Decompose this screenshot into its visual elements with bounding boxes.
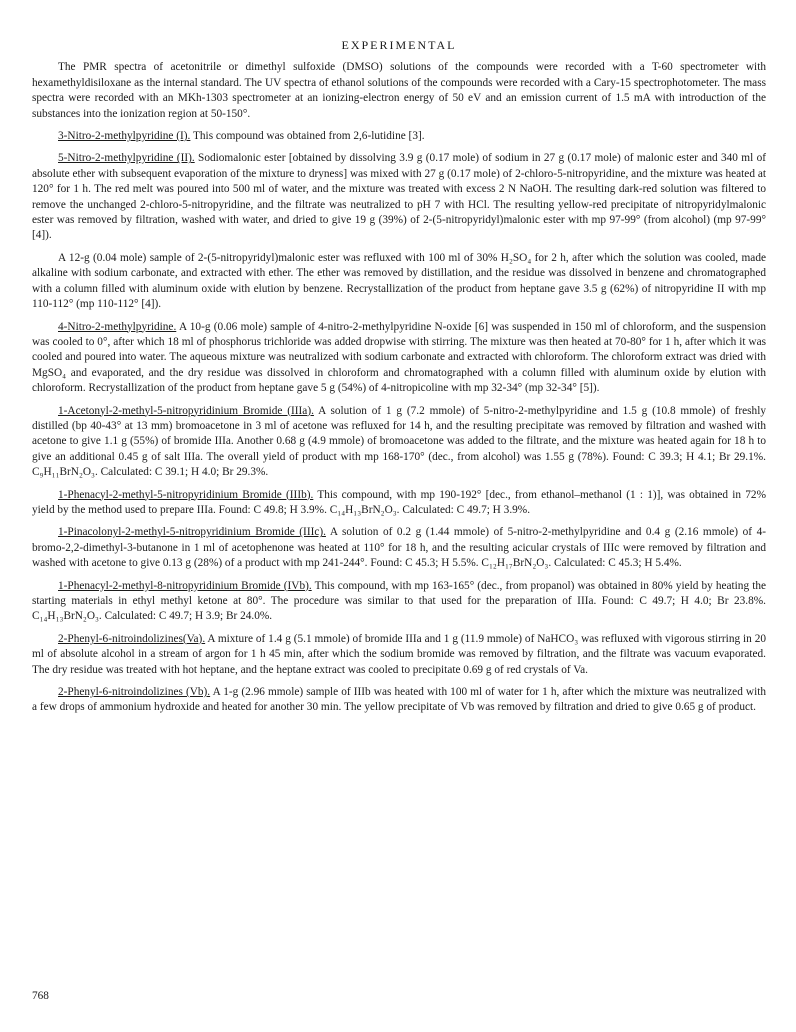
- paragraph-body: Sodiomalonic ester [obtained by dissolving 3.9 g (0.17 mole) of sodium in 27 g (0.17 mole) of malonic ester and 340 ml of absolute ether with subsequent evaporation of the mixture to dryness] was mixed with 27 g (0.17 mole) of 2-chloro-5-nitropyridine, and the mixture was heated at 120° for 1 h. The red melt was poured into 500 ml of water, and the mixture was treated with excess 2 N NaOH. The resulting dark-red solution was filtered to remove the unchanged 2-chloro-5-nitropyridine, and the filtrate was neutralized to pH 7 with HCl. The resulting yellow-red precipitate of nitropyridylmalonic ester was removed by filtration, washed with water, and dried to give 19 g (39%) of 2-(5-nitropyridyl)malonic ester with mp 97-99° (from alcohol) (mp 97-99° [4]).: [32, 152, 766, 242]
- paragraph-compound-i: [32, 129, 766, 144]
- paragraph-compound-ii: [32, 151, 766, 243]
- paragraph-body: The PMR spectra of acetonitrile or dimethyl sulfoxide (DMSO) solutions of the compounds were recorded with a T-60 spectrometer with hexamethyldisiloxane as the internal standard. The UV spectra of ethanol solutions of the compounds were recorded with a Cary-15 spectrophotometer. The mass spectra were recorded with an MKh-1303 spectrometer at an ionizing-electron energy of 50 eV and an emission current of 1.5 mA with introduction of the substances into the ionization region at 50-150°.: [32, 61, 766, 120]
- paragraph-compound-vb: [32, 685, 766, 716]
- paragraph-body: A solution of 0.2 g (1.44 mmole) of 5-nitro-2-methylpyridine and 0.4 g (2.16 mmole) of 4-bromo-2,2-dimethyl-3-butanone in 1 ml of acetophenone was heated at 110° for 18 h, and the resulting acicular crystals of IIIc were removed by filtration and washed with acetone to give 0.13 g (28%) of a product with mp 241-244°. Found: C 45.3; H 5.5%. C₁₂H₁₇BrN₂O₃. Calculated: C 45.3; H 5.4%.: [32, 526, 766, 570]
- paragraph-compound-ii-hydrolysis: [32, 251, 766, 313]
- paragraph-title: 3-Nitro-2-methylpyridine (I).: [58, 130, 191, 143]
- page-number: 768: [32, 990, 49, 1002]
- paragraph-compound-ivb: [32, 579, 766, 625]
- paragraph-body: A solution of 1 g (7.2 mmole) of 5-nitro-2-methylpyridine and 1.5 g (10.8 mmole) of freshly distilled (bp 40-43° at 13 mm) bromoacetone in 3 ml of acetone was refluxed for 14 h, and the resulting precipitate was removed by filtration and washed with acetone to give 1.1 g (55%) of bromide IIIa. Another 0.68 g (4.9 mmole) of bromoacetone was added to the filtrate, and the mixture was heated again for 18 h to give an additional 0.45 g of salt IIIa. The overall yield of product with mp 168-170° (dec., from alcohol) was 1.55 g (78%). Found: C 39.3; H 4.1; Br 29.1%. C₉H₁₁BrN₂O₃. Calculated: C 39.1; H 4.0; Br 29.3%.: [32, 404, 766, 479]
- paragraph-title: 2-Phenyl-6-nitroindolizines(Va).: [58, 632, 206, 645]
- paragraph-compound-iiic: [32, 525, 766, 571]
- paragraph-title: 1-Phenacyl-2-methyl-5-nitropyridinium Bromide (IIIb).: [58, 488, 314, 501]
- paragraph-body: This compound was obtained from 2,6-lutidine [3].: [190, 130, 425, 143]
- paragraph-compound-iiib: [32, 488, 766, 519]
- paragraph-body: A 1-g (2.96 mmole) sample of IIIb was heated with 100 ml of water for 1 h, after which the mixture was neutralized with a few drops of ammonium hydroxide and heated for another 30 min. The yellow precipitate of Vb was removed by filtration and dried to give 0.65 g of product.: [32, 686, 767, 714]
- article-page: [32, 38, 766, 723]
- paragraph-title: 5-Nitro-2-methylpyridine (II).: [58, 152, 195, 165]
- paragraph-4-nitro-2-methylpyridine: [32, 320, 766, 397]
- paragraph-compound-iiia: [32, 404, 766, 481]
- paragraph-title: 1-Acetonyl-2-methyl-5-nitropyridinium Bromide (IIIa).: [58, 404, 314, 417]
- paragraph-title: 2-Phenyl-6-nitroindolizines (Vb).: [58, 686, 211, 699]
- section-heading: EXPERIMENTAL: [341, 38, 457, 52]
- paragraph-spectra-methods: [32, 60, 766, 122]
- paragraph-body: This compound, with mp 190-192° [dec., from ethanol–methanol (1 : 1)], was obtained in 72% yield by the method used to prepare IIIa. Found: C 49.8; H 3.9%. C₁₄H₁₃BrN₂O₃. Calculated: C 49.7; H 3.9%.: [32, 488, 766, 516]
- paragraph-title: 1-Phenacyl-2-methyl-8-nitropyridinium Bromide (IVb).: [58, 579, 312, 592]
- paragraph-body: A mixture of 1.4 g (5.1 mmole) of bromide IIIa and 1 g (11.9 mmole) of NaHCO₃ was refluxed with vigorous stirring in 20 ml of absolute alcohol in a stream of argon for 1 h 45 min, after which the sodium bromide was removed by filtration, and the filtrate was vacuum evaporated. The dry residue was treated with hot heptane, and the heptane extract was cooled to precipitate 0.69 g of red crystals of Va.: [32, 632, 766, 676]
- paragraph-title: 1-Pinacolonyl-2-methyl-5-nitropyridinium Bromide (IIIc).: [58, 526, 326, 539]
- paragraph-compound-va: [32, 632, 766, 678]
- paragraph-body: A 10-g (0.06 mole) sample of 4-nitro-2-methylpyridine N-oxide [6] was suspended in 150 ml of chloroform, and the suspension was cooled to 0°, after which 18 ml of phosphorus trichloride was added dropwise with stirring. The mixture was then heated at 70-80° for 1 h, after which it was cooled and poured into water. The aqueous mixture was neutralized with sodium carbonate and extracted with chloroform. The chloroform extract was dried with MgSO₄ and evaporated, and the dry residue was dissolved in chloroform and chromatographed with a column filled with aluminum oxide by elution with chloroform. Recrystallization of the product from heptane gave 5 g (54%) of 4-nitropicoline with mp 32-34° (mp 32-34° [5]).: [32, 320, 766, 395]
- paragraph-body: This compound, with mp 163-165° (dec., from propanol) was obtained in 80% yield by heating the starting materials in ethyl methyl ketone at 80°. The procedure was similar to that used for the preparation of IIIa. Found: C 49.7; H 4.0; Br 23.8%. C₁₄H₁₃BrN₂O₃. Calculated: C 49.7; H 3.9; Br 24.0%.: [32, 579, 766, 623]
- paragraph-title: 4-Nitro-2-methylpyridine.: [58, 320, 177, 333]
- paragraph-body: A 12-g (0.04 mole) sample of 2-(5-nitropyridyl)malonic ester was refluxed with 100 ml of 30% H₂SO₄ for 2 h, after which the solution was cooled, made alkaline with sodium carbonate, and extracted with ether. The ether was removed by distillation, and the residue was dissolved in benzene and chromatographed with a column filled with aluminum oxide with elution by benzene. Recrystallization of the product from heptane gave 3.5 g (62%) of nitropyridine II with mp 110-112° (mp 110-112° [4]).: [32, 251, 766, 311]
